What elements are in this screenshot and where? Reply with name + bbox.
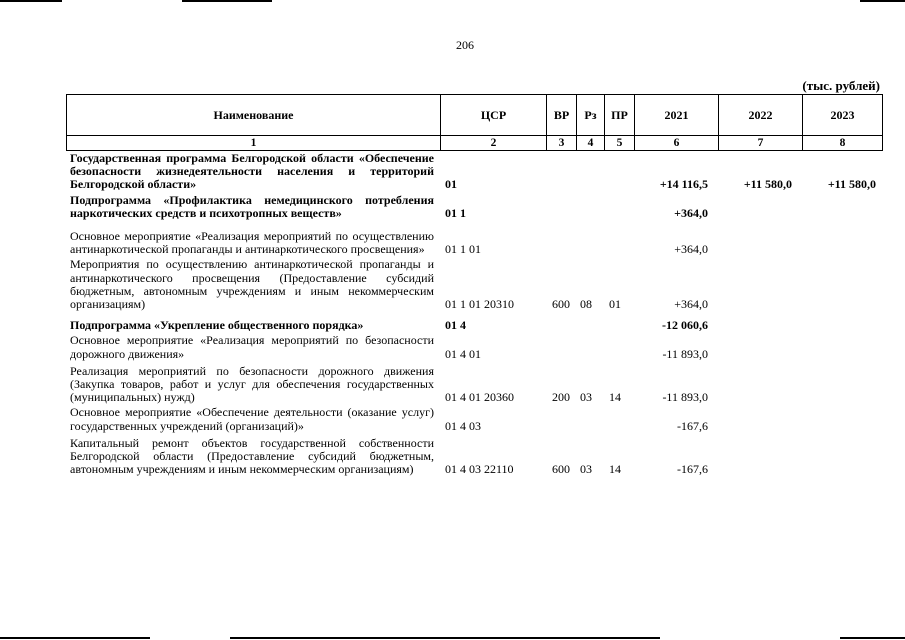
row-rz: 03: [580, 390, 592, 405]
row-2023: +11 580,0: [827, 177, 876, 192]
row-2021: -167,6: [677, 418, 708, 433]
row-name: Подпрограмма «Укрепление общественного порядка»: [70, 318, 364, 333]
table-row: [70, 437, 882, 477]
header-2022: 2022: [719, 95, 803, 136]
table-row: [70, 152, 882, 192]
row-pr: 14: [609, 462, 621, 477]
header-pr: ПР: [605, 95, 635, 136]
header-2023: 2023: [803, 95, 883, 136]
table-row: [70, 319, 882, 332]
table-row: [70, 406, 882, 432]
table-row: [70, 230, 882, 256]
row-rz: 03: [580, 462, 592, 477]
row-csr: 01 4 01: [445, 346, 481, 361]
header-rz: Рз: [577, 95, 605, 136]
row-csr: 01 1 01: [445, 242, 481, 257]
table-row: [70, 365, 882, 405]
column-number-row: [67, 136, 883, 151]
row-2021: -12 060,6: [662, 318, 708, 333]
row-2021: +364,0: [674, 205, 708, 220]
table-body: [70, 152, 882, 476]
scan-edge-top-left: [0, 0, 62, 2]
row-2021: +364,0: [674, 242, 708, 257]
row-vr: 600: [552, 462, 570, 477]
table-row: [70, 194, 882, 220]
header-vr: ВР: [547, 95, 577, 136]
scan-edge-bottom-mid: [230, 637, 660, 639]
row-2021: -11 893,0: [662, 390, 708, 405]
row-2021: -11 893,0: [662, 346, 708, 361]
row-2021: +14 116,5: [659, 177, 708, 192]
header-csr: ЦСР: [441, 95, 547, 136]
row-name: Реализация мероприятий по безопасности дорожного движения (Закупка товаров, работ и услуг для обеспечения государственных (муниципальных) нужд): [70, 363, 434, 405]
row-pr: 14: [609, 390, 621, 405]
row-csr: 01 4 03 22110: [445, 462, 514, 477]
row-name: Государственная программа Белгородской области «Обеспечение безопасности жизнедеятельности населения и территорий Белгородской области»: [70, 151, 434, 192]
table-row: [70, 334, 882, 360]
row-2022: +11 580,0: [743, 177, 792, 192]
row-name: Основное мероприятие «Обеспечение деятельности (оказание услуг) государственных учреждений (организаций)»: [70, 405, 434, 433]
row-name: Мероприятия по осуществлению антинаркотической пропаганды и антинаркотического просвещения (Предоставление субсидий бюджетным, автономным учреждениям и иным некоммерческим организациям): [70, 257, 434, 312]
row-vr: 200: [552, 390, 570, 405]
header-row: [67, 95, 883, 136]
row-csr: 01 4 01 20360: [445, 390, 514, 405]
header-name: Наименование: [67, 95, 441, 136]
row-2021: +364,0: [674, 297, 708, 312]
row-csr: 01 1 01 20310: [445, 297, 514, 312]
row-name: Подпрограмма «Профилактика немедицинского потребления наркотических средств и психотропных веществ»: [70, 192, 434, 220]
page-number: 206: [456, 38, 474, 52]
scan-edge-bottom-left: [0, 637, 150, 639]
budget-table: [66, 94, 883, 151]
units-label: (тыс. рублей): [802, 78, 880, 93]
header-2021: 2021: [635, 95, 719, 136]
row-rz: 08: [580, 297, 592, 312]
row-pr: 01: [609, 297, 621, 312]
row-name: Основное мероприятие «Реализация мероприятий по осуществлению антинаркотической пропаганды и антинаркотического просвещения»: [70, 229, 434, 257]
column-number: 7: [719, 136, 803, 151]
scan-edge-top-right: [860, 0, 905, 2]
row-csr: 01 1: [445, 205, 466, 220]
column-number: 5: [605, 136, 635, 151]
column-number: 4: [577, 136, 605, 151]
row-2021: -167,6: [677, 462, 708, 477]
scan-edge-top-mid: [182, 0, 272, 2]
column-number: 3: [547, 136, 577, 151]
row-name: Капитальный ремонт объектов государственной собственности Белгородской области (Предоставление субсидий бюджетным, автономным учреждениям и иным некоммерческим организациям): [70, 435, 434, 477]
scan-edge-bottom-right: [840, 637, 905, 639]
row-name: Основное мероприятие «Реализация мероприятий по безопасности дорожного движения»: [70, 333, 434, 361]
column-number: 1: [67, 136, 441, 151]
column-number: 2: [441, 136, 547, 151]
column-number: 6: [635, 136, 719, 151]
column-number: 8: [803, 136, 883, 151]
row-vr: 600: [552, 297, 570, 312]
table-row: [70, 258, 882, 311]
row-csr: 01 4: [445, 318, 466, 333]
row-csr: 01 4 03: [445, 418, 481, 433]
row-csr: 01: [445, 177, 457, 192]
